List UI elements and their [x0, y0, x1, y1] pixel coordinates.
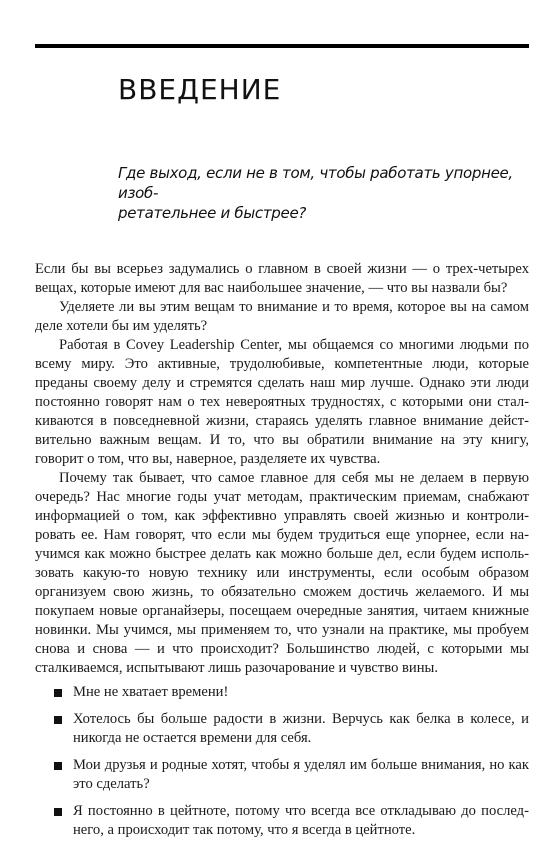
list-item-text: Мне не хватает времени!: [73, 684, 229, 700]
list-item: [35, 756, 529, 794]
paragraph: Если бы вы всерьез задумались о главном в своей жизни — о трех-четырех вещах, которые имеют для вас наибольшее значение, — что вы назвали бы?: [35, 261, 529, 296]
list-item-text: Мои друзья и родные хотят, чтобы я уделял им больше внимания, но как это сделать?: [73, 757, 529, 792]
body-text: [35, 260, 529, 848]
chapter-title: ВВЕДЕНИЕ: [118, 73, 282, 106]
square-bullet-icon: [54, 716, 62, 724]
top-rule: [35, 44, 529, 48]
paragraph: Уделяете ли вы этим вещам то внимание и то время, которое вы на самом деле хотели бы им уделять?: [35, 299, 529, 334]
epigraph-line-2: ретательнее и быстрее?: [118, 204, 307, 222]
epigraph-line-1: Где выход, если не в том, чтобы работать упорнее, изоб-: [118, 164, 513, 202]
list-item: [35, 710, 529, 748]
epigraph: [118, 163, 530, 223]
list-item-text: Хотелось бы больше радости в жизни. Верчусь как белка в колесе, и никогда не остается времени для себя.: [73, 711, 529, 746]
square-bullet-icon: [54, 689, 62, 697]
list-item: [35, 802, 529, 840]
square-bullet-icon: [54, 762, 62, 770]
bullet-list: [35, 683, 529, 840]
square-bullet-icon: [54, 808, 62, 816]
paragraph: Работая в Covey Leadership Center, мы общаемся со многими людьми по всему миру. Это активные, трудолюбивые, компетентные люди, которые преданы своему делу и стремятся сделать наш мир лучше. Однако эти люди постоянно говорят нам о тех невероятных трудностях, с которыми они сталкиваются в повседневной жизни, стараясь уделять главное внимание действительно важным вещам. И то, что вы обратили внимание на эту книгу, говорит о том, что вы, наверное, разделяете их чувства.: [35, 337, 529, 467]
paragraph: Почему так бывает, что самое главное для себя мы не делаем в первую очередь? Нас многие годы учат методам, практическим приемам, снабжают информацией о том, как эффективно управлять своей жизнью и контролировать ее. Нам говорят, что если мы будем трудиться еще упорнее, если научимся как можно быстрее делать как можно больше дел, если будем использовать какую-то новую технику или инструменты, если особым образом организуем свою жизнь, то обязательно сможем достичь желаемого. И мы покупаем новые органайзеры, посещаем очередные занятия, читаем книжные новинки. Мы учимся, мы применяем то, что узнали на практике, мы пробуем снова и снова — и что происходит? Большинство людей, с которыми мы сталкиваемся, испытывают лишь разочарование и чувство вины.: [35, 470, 529, 676]
list-item: [35, 683, 529, 702]
list-item-text: Я постоянно в цейтноте, потому что всегда все откладываю до последнего, а происходит так потому, что я всегда в цейтноте.: [73, 803, 529, 838]
